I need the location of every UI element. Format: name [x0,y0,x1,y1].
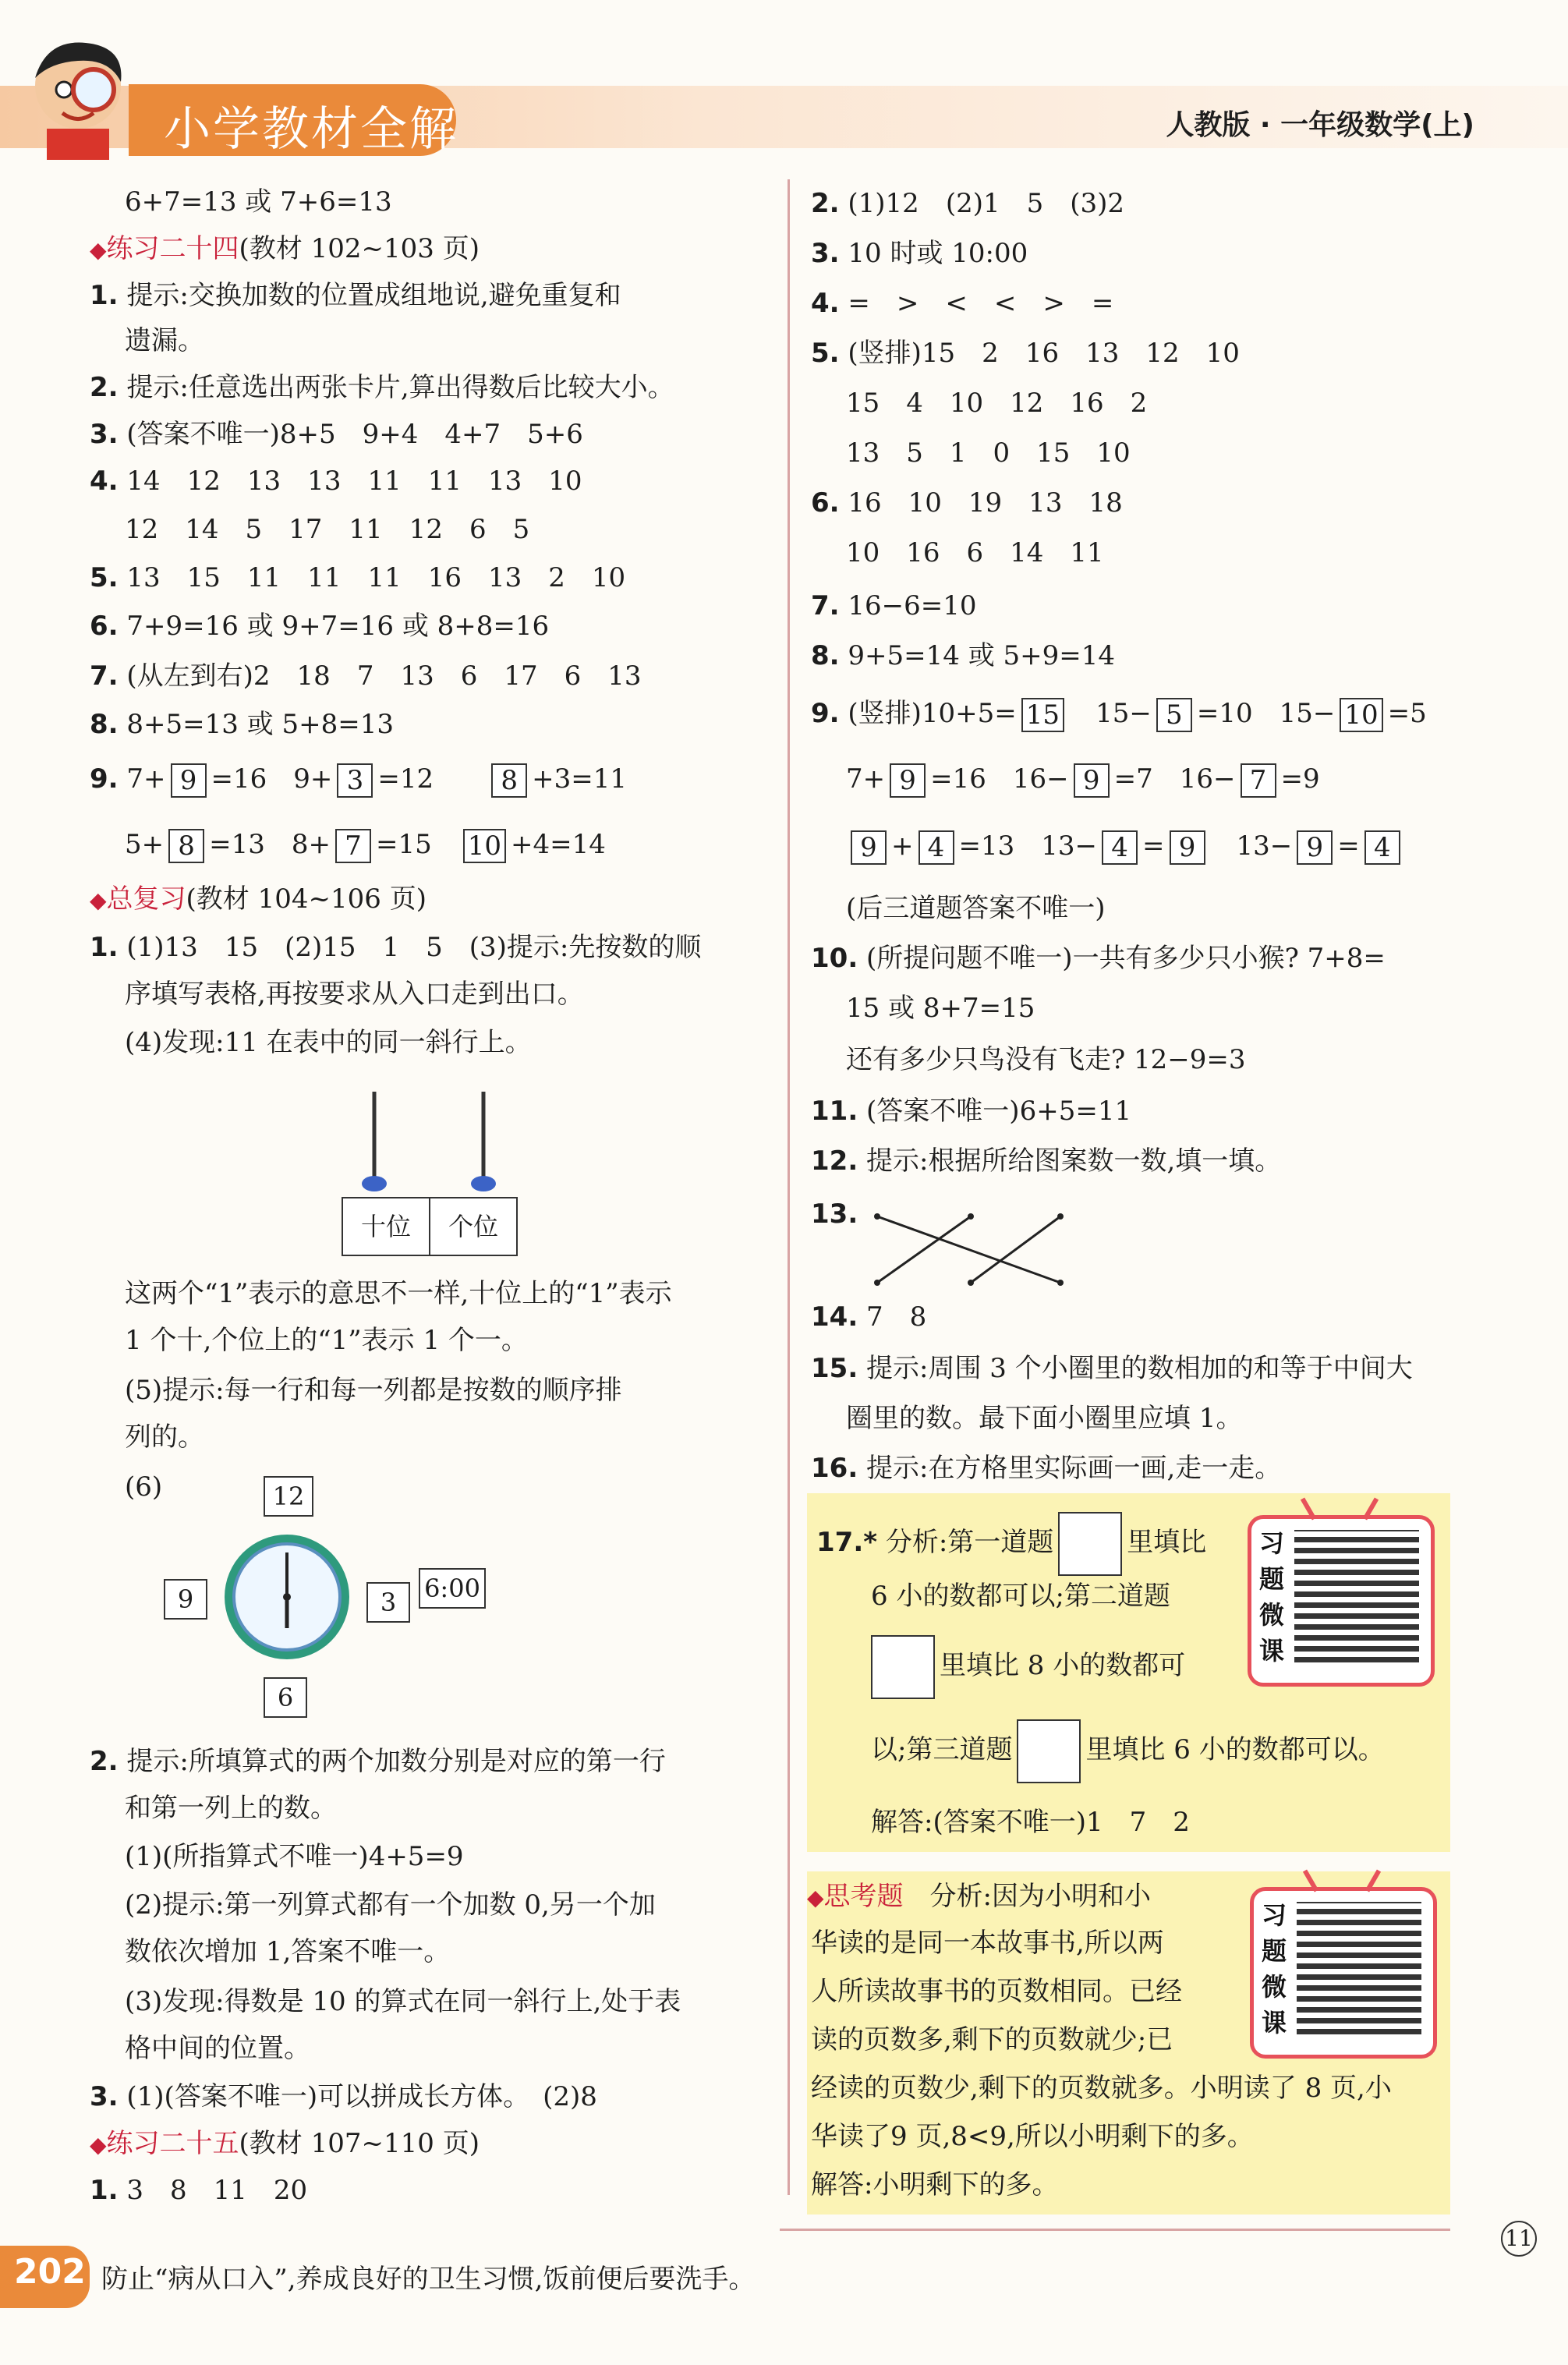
answer-box: 10 [463,829,506,863]
answer-line: 15 4 10 12 16 2 [846,388,1148,419]
answer-line: 1. 3 8 11 20 [90,2175,308,2206]
blank-box [871,1635,935,1699]
answer-line: (5)提示:每一行和每一列都是按数的顺序排 [125,1375,622,1406]
answer-line: 12 14 5 17 11 12 6 5 [125,514,530,545]
answer-line: 12. 提示:根据所给图案数一数,填一填。 [811,1145,1282,1177]
answer-line: 序填写表格,再按要求从入口走到出口。 [125,979,584,1010]
clock-label-top: 12 [264,1476,313,1517]
answer-box: 9 [1297,830,1333,865]
answer-line: 6+7=13 或 7+6=13 [125,186,392,218]
clock-time-label: 6:00 [419,1568,486,1609]
ones-place-label: 个位 [429,1197,518,1256]
answer-line: 13 5 1 0 15 10 [846,437,1131,469]
answer-box: 3 [337,763,373,798]
clock-label-bottom: 6 [264,1677,307,1718]
answer-box: 9 [851,830,887,865]
answer-box: 9 [890,763,926,798]
answer-box: 8 [491,763,527,798]
diamond-icon: ◆ [807,1885,824,1910]
page-header [0,0,1568,160]
book-title: 小学教材全解 [164,102,458,157]
answer-line: 15. 提示:周围 3 个小圈里的数相加的和等于中间大 [811,1353,1413,1384]
clock-label-right: 3 [366,1582,410,1623]
answer-line: 15 或 8+7=15 [846,993,1035,1024]
section-pages: (教材 107~110 页) [239,2128,480,2159]
answer-box: 15 [1021,698,1064,732]
answer-line: 圈里的数。最下面小圈里应填 1。 [846,1403,1243,1434]
answer-line: (4)发现:11 在表中的同一斜行上。 [125,1027,532,1058]
answer-line: 1 个十,个位上的“1”表示 1 个一。 [125,1325,528,1356]
section-title: 总复习 [106,883,186,915]
answer-line: 列的。 [125,1421,204,1453]
mascot-icon [16,31,144,160]
clock-icon [221,1531,353,1663]
answer-line: (后三道题答案不唯一) [846,893,1106,924]
answer-box: 8 [168,829,204,863]
section-title: 练习二十五 [106,2128,239,2159]
box-equation-line: 9. 7+ 9 =16 9+ 3 =12 8 +3=11 [90,763,628,796]
answer-line: 遗漏。 [125,325,204,356]
section-heading [90,2126,480,2162]
answer-box: 9 [1074,763,1110,798]
answer-line: 2. 提示:任意选出两张卡片,算出得数后比较大小。 [90,372,674,403]
answer-box: 7 [1241,763,1276,798]
diamond-icon: ◆ [90,887,107,913]
answer-line: (3)发现:得数是 10 的算式在同一斜行上,处于表 [125,1986,681,2017]
edition-label: 人教版 · 一年级数学(上) [1166,109,1474,141]
answer-box: 9 [1170,830,1205,865]
blank-box [1017,1719,1081,1783]
clock-label-left: 9 [164,1579,207,1620]
answer-line: 数依次增加 1,答案不唯一。 [125,1936,451,1967]
answer-line: 7. 16−6=10 [811,590,977,621]
answer-line: 8. 9+5=14 或 5+9=14 [811,640,1116,671]
answer-line: 8. 8+5=13 或 5+8=13 [90,709,395,740]
section-pages: (教材 104~106 页) [186,883,427,915]
answer-line: 3. 10 时或 10:00 [811,238,1028,269]
answer-line: 11. (答案不唯一)6+5=11 [811,1096,1132,1127]
answer-line: 和第一列上的数。 [125,1793,337,1824]
answer-line: 14. 7 8 [811,1301,927,1333]
answer-line: 10 16 6 14 11 [846,537,1104,568]
qr-code-icon[interactable]: 习题微课 [1248,1515,1435,1687]
answer-line: 还有多少只鸟没有飞走? 12−9=3 [846,1044,1246,1075]
matching-lines-diagram [869,1205,1095,1298]
answer-line: 2. (1)12 (2)1 5 (3)2 [811,188,1125,219]
answer-line: 5. 13 15 11 11 11 16 13 2 10 [90,562,626,593]
answer-line: (1)(所指算式不唯一)4+5=9 [125,1841,464,1872]
answer-line: 格中间的位置。 [125,2033,310,2064]
answer-line: 这两个“1”表示的意思不一样,十位上的“1”表示 [125,1278,672,1309]
answer-box: 4 [919,830,954,865]
blank-box [1058,1512,1122,1576]
answer-line: 13. [811,1198,858,1230]
answer-line: (2)提示:第一列算式都有一个加数 0,另一个加 [125,1889,656,1921]
answer-line: (6) [125,1471,163,1503]
answer-line: 1. (1)13 15 (2)15 1 5 (3)提示:先按数的顺 [90,932,702,963]
box-equation-line: 5+ 8 =13 8+ 7 =15 10 +4=14 [125,829,606,862]
answer-line: 4. = > < < > = [811,288,1114,319]
section-heading [90,232,480,267]
section-pages: (教材 102~103 页) [239,233,480,264]
tens-place-label: 十位 [342,1197,430,1256]
column-divider [788,179,790,2195]
thinking-question-box: ◆思考题 分析:因为小明和小 华读的是同一本故事书,所以两 人所读故事书的页数相同。已经 读的页数多,剩下的页数就少;已 经读的页数少,剩下的页数就多。小明读了 8 页,小 华读了9 页,8<9,所以小明剩下的多。 解答:小明剩下的多。 习题微课 [807,1871,1450,2215]
diamond-icon: ◆ [90,2132,107,2158]
box-equation-line: 9. (竖排)10+5= 15 15− 5 =10 15− 10 =5 [811,698,1427,731]
answer-box: 10 [1340,698,1382,732]
box-equation-line: 7+ 9 =16 16− 9 =7 16− 7 =9 [846,763,1320,796]
answer-line: 2. 提示:所填算式的两个加数分别是对应的第一行 [90,1746,666,1777]
diamond-icon: ◆ [90,237,107,263]
box-equation-line: 9 + 4 =13 13− 4 = 9 13− 9 = 4 [811,829,1405,865]
answer-box: 4 [1102,830,1138,865]
answer-box: 4 [1364,830,1400,865]
page-number: 202 [14,2252,86,2292]
footer-tip: 防止“病从口入”,养成良好的卫生习惯,饭前便后要洗手。 [101,2264,756,2295]
answer-line: 6. 7+9=16 或 9+7=16 或 8+8=16 [90,611,550,642]
qr-code-icon[interactable]: 习题微课 [1250,1887,1437,2059]
answer-line: 3. (1)(答案不唯一)可以拼成长方体。 (2)8 [90,2081,597,2112]
footer-rule [780,2229,1450,2231]
answer-line: 10. (所提问题不唯一)一共有多少只小猴? 7+8= [811,943,1386,974]
answer-line: 6. 16 10 19 13 18 [811,487,1123,519]
answer-line: 5. (竖排)15 2 16 13 12 10 [811,338,1240,369]
answer-line: 1. 提示:交换加数的位置成组地说,避免重复和 [90,280,621,311]
answer-line: 16. 提示:在方格里实际画一画,走一走。 [811,1453,1282,1484]
page-marker: 11 [1501,2221,1537,2257]
answer-line: 7. (从左到右)2 18 7 13 6 17 6 13 [90,660,642,692]
answer-line: 4. 14 12 13 13 11 11 13 10 [90,466,582,497]
section-title: 练习二十四 [106,233,239,264]
question-17-box: 17.* 分析:第一道题 里填比 6 小的数都可以;第二道题 里填比 8 小的数都可 以;第三道题 里填比 6 小的数都可以。 解答:(答案不唯一)1 7 2 习题微课 [807,1493,1450,1852]
answer-box: 9 [171,763,207,798]
section-heading [90,882,427,918]
answer-box: 5 [1156,698,1192,732]
answer-box: 7 [335,829,371,863]
answer-line: 3. (答案不唯一)8+5 9+4 4+7 5+6 [90,419,583,450]
